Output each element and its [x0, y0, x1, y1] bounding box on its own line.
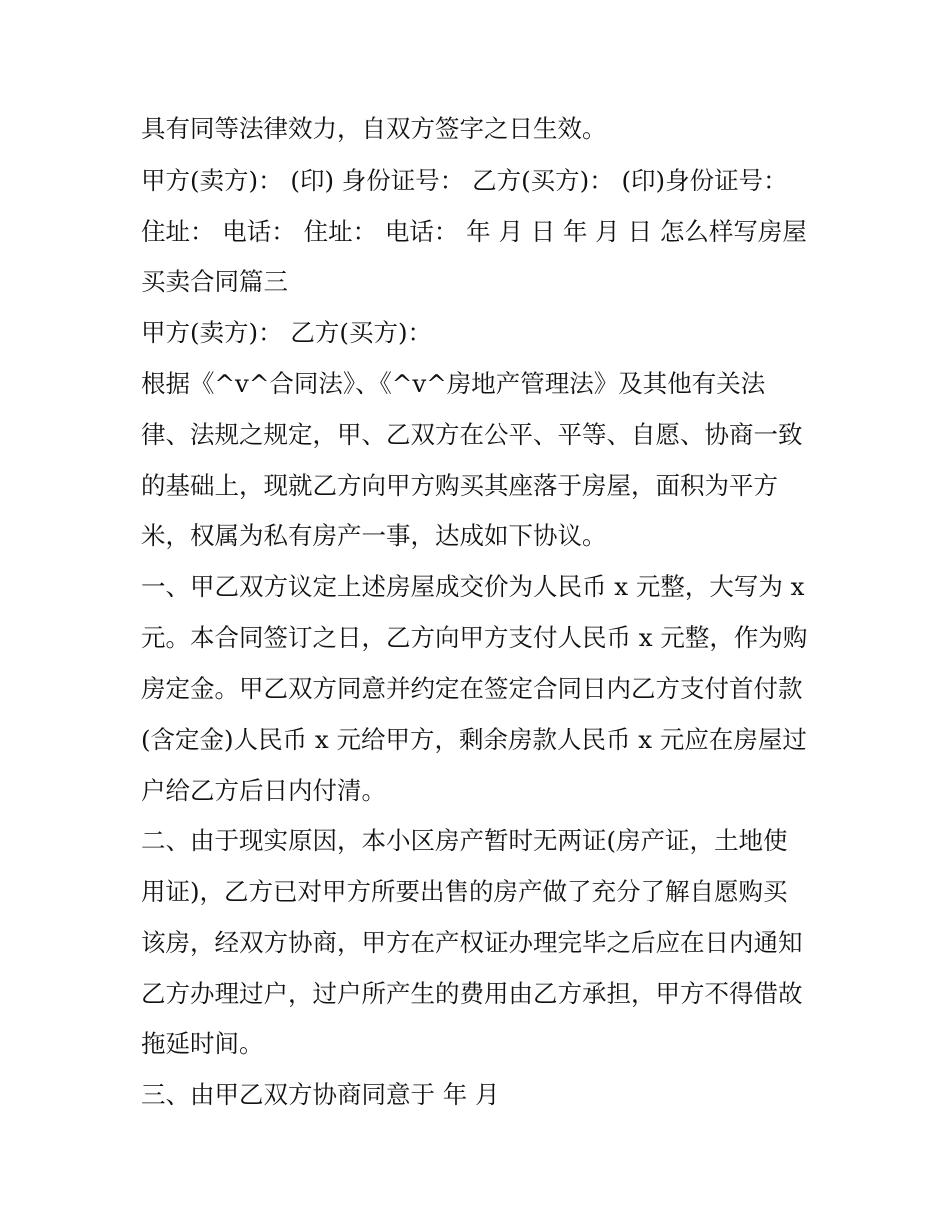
text-line: 具有同等法律效力，自双方签字之日生效。	[141, 114, 607, 143]
text-line: 律、法规之规定，甲、乙双方在公平、平等、自愿、协商一致	[141, 420, 803, 449]
text-line: 房定金。甲乙双方同意并约定在签定合同日内乙方支付首付款	[141, 674, 803, 703]
text-line: 一、甲乙双方议定上述房屋成交价为人民币 x 元整，大写为 x	[141, 572, 805, 601]
text-line: (含定金)人民币 x 元给甲方，剩余房款人民币 x 元应在房屋过	[141, 725, 807, 754]
text-line: 住址： 电话： 住址： 电话： 年 月 日 年 月 日 怎么样写房屋	[141, 217, 807, 246]
text-line: 该房，经双方协商，甲方在产权证办理完毕之后应在日内通知	[141, 928, 803, 957]
text-line: 的基础上，现就乙方向甲方购买其座落于房屋，面积为平方	[141, 471, 778, 500]
text-line: 乙方办理过户，过户所产生的费用由乙方承担，甲方不得借故	[141, 979, 803, 1008]
text-line: 拖延时间。	[141, 1029, 264, 1058]
text-line: 米，权属为私有房产一事，达成如下协议。	[141, 521, 607, 550]
text-line: 甲方(卖方)： (印) 身份证号： 乙方(买方)： (印)身份证号：	[141, 166, 788, 195]
text-line: 甲方(卖方)： 乙方(买方)：	[141, 318, 433, 347]
text-line: 买卖合同篇三	[141, 267, 288, 296]
text-line: 用证)，乙方已对甲方所要出售的房产做了充分了解自愿购买	[141, 877, 788, 906]
text-line: 三、由甲乙双方协商同意于 年 月	[141, 1080, 500, 1109]
text-line: 元。本合同签订之日，乙方向甲方支付人民币 x 元整，作为购	[141, 623, 808, 652]
text-line: 户给乙方后日内付清。	[141, 776, 386, 805]
text-line: 二、由于现实原因，本小区房产暂时无两证(房产证，土地使	[141, 826, 788, 855]
text-line: 根据《^v^合同法》、《^v^房地产管理法》及其他有关法	[141, 369, 766, 398]
